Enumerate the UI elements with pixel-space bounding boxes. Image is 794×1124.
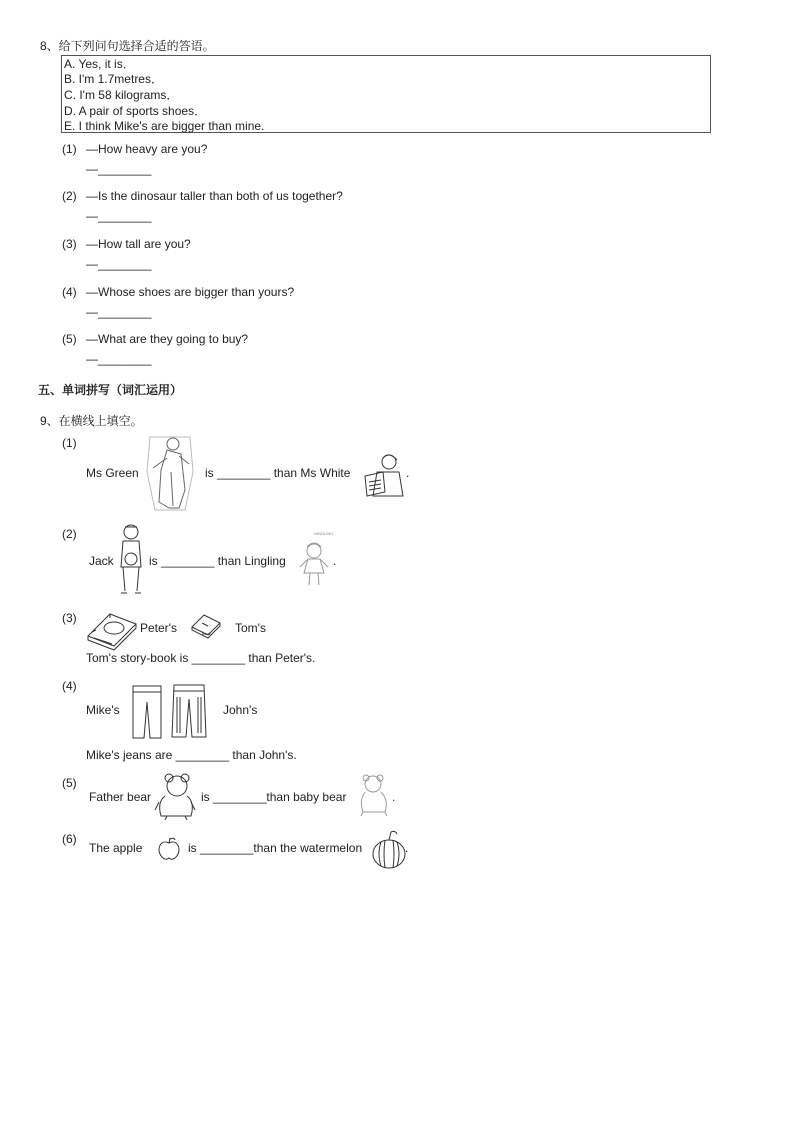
q8-item-3-question: —How tall are you? xyxy=(86,237,191,251)
q8-item-1-answer[interactable]: —________ xyxy=(86,162,152,176)
q9-item-6-b: is ________than the watermelon xyxy=(188,841,363,855)
q8-title: 8、给下列问句选择合适的答语。 xyxy=(40,39,215,53)
q9-item-3-b: Tom's xyxy=(235,621,266,635)
q9-item-2-num: (2) xyxy=(62,527,77,541)
q9-item-6-a: The apple xyxy=(89,841,143,855)
q9-item-2-end: . xyxy=(333,554,337,568)
q8-item-2-answer[interactable]: —________ xyxy=(86,209,152,223)
q8-item-4-question: —Whose shoes are bigger than yours? xyxy=(86,285,295,299)
boy-image xyxy=(117,523,145,599)
q9-item-3-sentence: Tom's story-book is ________ than Peter's. xyxy=(86,651,316,665)
q9-item-2-a: Jack xyxy=(89,554,114,568)
q9-item-4-sentence: Mike's jeans are ________ than John's. xyxy=(86,748,297,762)
q9-item-3-num: (3) xyxy=(62,611,77,625)
girl-name-tag: NINGLING xyxy=(314,531,334,536)
q9-item-4-num: (4) xyxy=(62,679,77,693)
q8-option-c: C. I'm 58 kilograms． xyxy=(64,88,179,102)
q8-option-e: E. I think Mike's are bigger than mine. xyxy=(64,119,265,133)
q9-item-3-a: Peter's xyxy=(140,621,177,635)
q9-item-6-num: (6) xyxy=(62,832,77,846)
father-bear-image xyxy=(153,772,197,822)
q9-title: 9、在横线上填空。 xyxy=(40,414,143,428)
baby-bear-image xyxy=(355,774,396,818)
watermelon-image xyxy=(371,830,407,870)
small-book-label: book xyxy=(202,631,211,636)
q8-item-3-answer[interactable]: —________ xyxy=(86,257,152,271)
girl-image xyxy=(297,537,331,587)
q9-item-5-num: (5) xyxy=(62,776,77,790)
q9-item-4-b: John's xyxy=(223,703,258,717)
q9-item-6-end: . xyxy=(405,841,409,855)
small-book-image xyxy=(190,613,222,643)
q9-item-1-b: is ________ than Ms White xyxy=(205,466,351,480)
q8-item-4-num: (4) xyxy=(62,285,77,299)
q9-item-2-b: is ________ than Lingling xyxy=(149,554,286,568)
apple-image xyxy=(156,836,182,862)
long-jeans-image xyxy=(170,683,208,739)
woman-reading-image xyxy=(359,452,410,500)
q8-item-3-num: (3) xyxy=(62,237,77,251)
q9-item-1-end: . xyxy=(406,466,410,480)
big-book-image xyxy=(84,608,138,648)
q8-item-1-question: —How heavy are you? xyxy=(86,142,208,156)
q8-item-2-num: (2) xyxy=(62,189,77,203)
q8-options-box xyxy=(61,55,711,133)
q8-option-b: B. I'm 1.7metres． xyxy=(64,72,163,86)
short-jeans-image xyxy=(130,684,164,740)
q8-item-1-num: (1) xyxy=(62,142,77,156)
q9-item-1-num: (1) xyxy=(62,436,77,450)
q9-item-5-a: Father bear xyxy=(89,790,152,804)
q8-item-4-answer[interactable]: —________ xyxy=(86,305,152,319)
q8-item-5-answer[interactable]: —________ xyxy=(86,352,152,366)
q8-option-a: A. Yes, it is． xyxy=(64,57,135,71)
q8-item-5-num: (5) xyxy=(62,332,77,346)
q8-item-5-question: —What are they going to buy? xyxy=(86,332,249,346)
woman-dress-image xyxy=(145,432,195,512)
q9-item-5-b: is ________than baby bear xyxy=(201,790,347,804)
q9-item-4-a: Mike's xyxy=(86,703,120,717)
q8-item-2-question: —Is the dinosaur taller than both of us together? xyxy=(86,189,343,203)
q9-item-1-a: Ms Green xyxy=(86,466,139,480)
q8-option-d: D. A pair of sports shoes． xyxy=(64,104,207,118)
section5-title: 五、单词拼写（词汇运用） xyxy=(38,383,183,397)
q9-item-5-end: . xyxy=(392,790,396,804)
